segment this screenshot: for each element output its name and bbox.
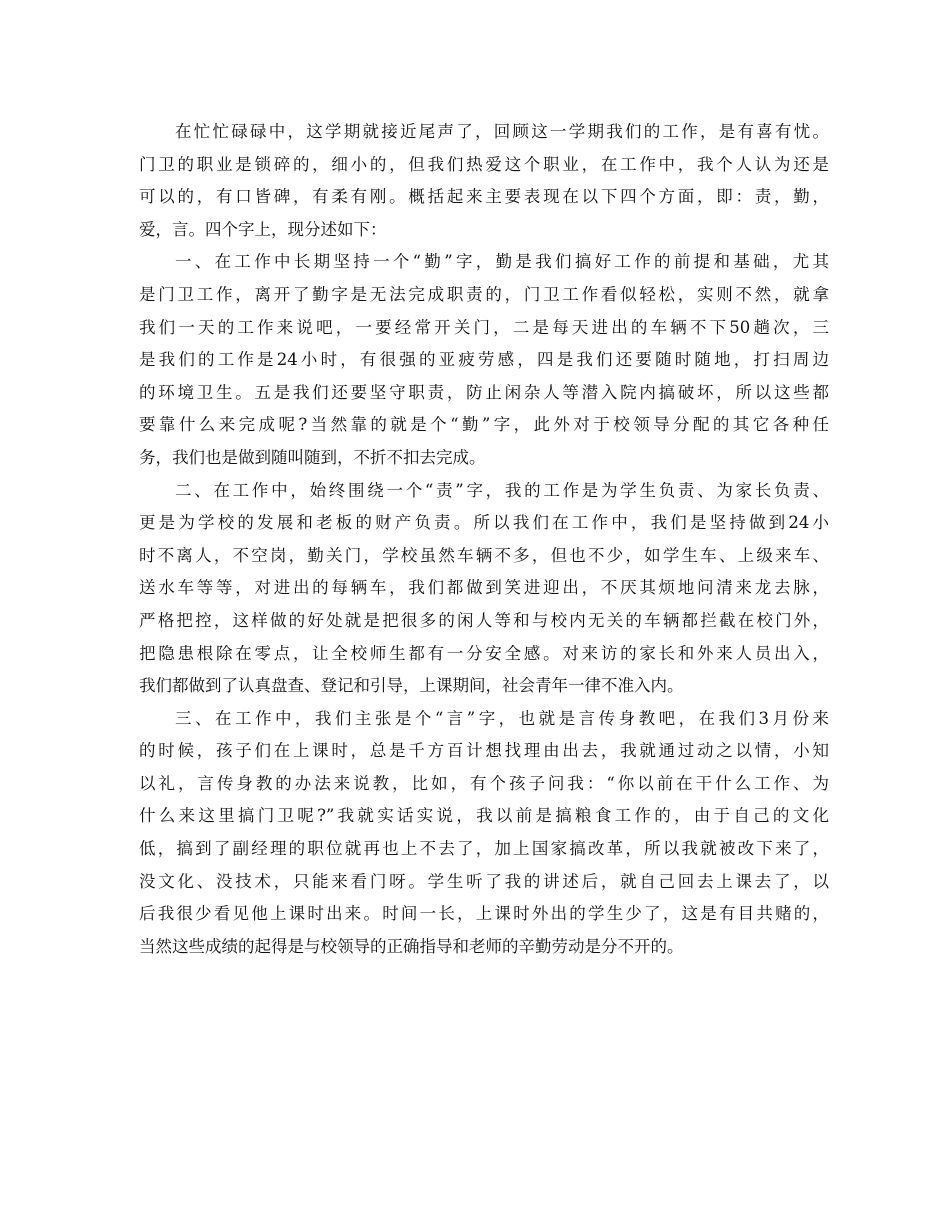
text-line: 爱，言。四个字上，现分述如下： bbox=[139, 219, 387, 239]
paragraph-first-line: 三、在工作中，我们主张是个“言”字，也就是言传身教吧，在我们3月份来 bbox=[175, 708, 829, 728]
text-line: 更是为学校的发展和老板的财产负责。所以我们在工作中，我们是坚持做到24小 bbox=[139, 513, 829, 533]
text-line: 低，搞到了副经理的职位就再也上不去了，加上国家搞改革，所以我就被改下来了， bbox=[139, 839, 829, 859]
text-line: 要靠什么来完成呢?当然靠的就是个“勤”字，此外对于校领导分配的其它各种任 bbox=[139, 415, 829, 435]
text-line: 当然这些成绩的起得是与校领导的正确指导和老师的辛勤劳动是分不开的。 bbox=[139, 936, 684, 956]
text-line: 务，我们也是做到随叫随到，不折不扣去完成。 bbox=[139, 447, 486, 467]
text-line: 我们一天的工作来说吧，一要经常开关门，二是每天进出的车辆不下50趟次，三 bbox=[139, 317, 829, 337]
text-line: 送水车等等，对进出的每辆车，我们都做到笑进迎出，不厌其烦地问清来龙去脉， bbox=[139, 578, 829, 598]
text-line: 的环境卫生。五是我们还要坚守职责，防止闲杂人等潜入院内搞破坏，所以这些都 bbox=[139, 382, 829, 402]
text-line: 没文化、没技术，只能来看门呀。学生听了我的讲述后，就自己回去上课去了，以 bbox=[139, 871, 829, 891]
paragraph-first-line: 一、在工作中长期坚持一个“勤”字，勤是我们搞好工作的前提和基础，尤其 bbox=[175, 252, 829, 272]
text-line: 的时候，孩子们在上课时，总是千方百计想找理由出去，我就通过动之以情，小知 bbox=[139, 741, 829, 761]
text-line: 是门卫工作，离开了勤字是无法完成职责的，门卫工作看似轻松，实则不然，就拿 bbox=[139, 284, 829, 304]
text-line: 什么来这里搞门卫呢?”我就实话实说，我以前是搞粮食工作的，由于自己的文化 bbox=[139, 806, 829, 826]
text-line: 可以的，有口皆碑，有柔有刚。概括起来主要表现在以下四个方面，即：责，勤， bbox=[139, 187, 829, 207]
text-line: 以礼，言传身教的办法来说教，比如，有个孩子问我：“你以前在干什么工作、为 bbox=[139, 773, 829, 793]
text-line: 门卫的职业是锁碎的，细小的，但我们热爱这个职业，在工作中，我个人认为还是 bbox=[139, 154, 829, 174]
text-line: 把隐患根除在零点，让全校师生都有一分安全感。对来访的家长和外来人员出入， bbox=[139, 643, 829, 663]
text-line: 我们都做到了认真盘查、登记和引导，上课期间，社会青年一律不准入内。 bbox=[139, 676, 684, 696]
document-body bbox=[139, 116, 829, 963]
paragraph-first-line: 二、在工作中，始终围绕一个“责”字，我的工作是为学生负责、为家长负责、 bbox=[175, 480, 829, 500]
text-line: 时不离人，不空岗，勤关门，学校虽然车辆不多，但也不少，如学生车、上级来车、 bbox=[139, 545, 829, 565]
text-line: 后我很少看见他上课时出来。时间一长，上课时外出的学生少了，这是有目共赌的， bbox=[139, 904, 829, 924]
paragraph-first-line: 在忙忙碌碌中，这学期就接近尾声了，回顾这一学期我们的工作，是有喜有忧。 bbox=[175, 122, 829, 141]
text-line: 是我们的工作是24小时，有很强的亚疲劳感，四是我们还要随时随地，打扫周边 bbox=[139, 350, 829, 370]
text-line: 严格把控，这样做的好处就是把很多的闲人等和与校内无关的车辆都拦截在校门外， bbox=[139, 610, 829, 630]
